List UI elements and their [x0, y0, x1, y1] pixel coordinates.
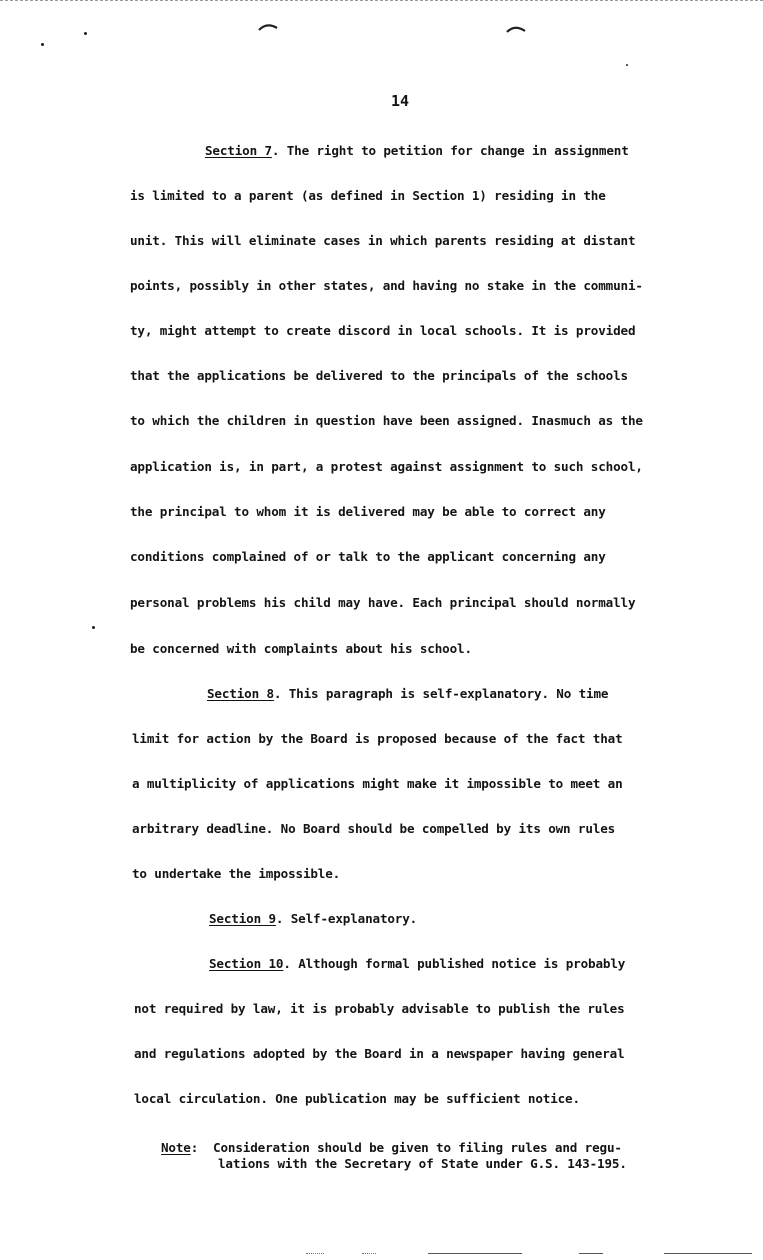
section-8-line-3: a multiplicity of applications might make it impossible to meet an [132, 776, 623, 791]
scan-speck [41, 43, 44, 46]
section-9-heading: Section 9 [209, 911, 276, 926]
section-8-line-1: Section 8. This paragraph is self-explanatory. No time [207, 686, 609, 701]
section-7-line-9: the principal to whom it is delivered may be able to correct any [130, 504, 606, 519]
note-line-1: Note: Consideration should be given to filing rules and regu- [161, 1140, 622, 1155]
section-7-line-6: that the applications be delivered to the principals of the schools [130, 368, 628, 383]
page-number: 14 [391, 92, 410, 110]
section-10-line-2: not required by law, it is probably advisable to publish the rules [134, 1001, 625, 1016]
note-label: Note [161, 1140, 191, 1155]
section-9-line: Section 9. Self-explanatory. [209, 911, 418, 926]
section-7-line-8: application is, in part, a protest against assignment to such school, [130, 459, 643, 474]
binding-mark-right [505, 24, 527, 34]
section-7-line-3: unit. This will eliminate cases in which parents residing at distant [130, 233, 636, 248]
scan-bottom-rule [579, 1253, 603, 1254]
scan-bottom-mark [362, 1253, 376, 1254]
section-7-line-10: conditions complained of or talk to the applicant concerning any [130, 549, 606, 564]
section-7-line-11: personal problems his child may have. Each principal should normally [130, 595, 636, 610]
scan-top-edge [0, 0, 763, 1]
note-text-1: Consideration should be given to filing rules and regu- [213, 1140, 622, 1155]
section-10-line-3: and regulations adopted by the Board in a newspaper having general [134, 1046, 625, 1061]
scan-bottom-rule [664, 1253, 752, 1254]
section-10-heading: Section 10 [209, 956, 284, 971]
section-7-line-5: ty, might attempt to create discord in local schools. It is provided [130, 323, 636, 338]
section-8-line-5: to undertake the impossible. [132, 866, 341, 881]
binding-mark-left [257, 22, 279, 32]
section-8-line-4: arbitrary deadline. No Board should be compelled by its own rules [132, 821, 616, 836]
scan-speck [626, 64, 628, 66]
section-7-line-7: to which the children in question have been assigned. Inasmuch as the [130, 413, 643, 428]
scan-speck [92, 626, 95, 629]
section-8-line-2: limit for action by the Board is proposed because of the fact that [132, 731, 623, 746]
section-7-line-2: is limited to a parent (as defined in Section 1) residing in the [130, 188, 606, 203]
section-10-line-4: local circulation. One publication may be sufficient notice. [134, 1091, 580, 1106]
scan-bottom-mark [306, 1253, 324, 1254]
section-10-line-1: Section 10. Although formal published notice is probably [209, 956, 626, 971]
scan-speck [84, 32, 87, 35]
section-7-line-4: points, possibly in other states, and having no stake in the communi- [130, 278, 643, 293]
section-7-line-1: Section 7. The right to petition for change in assignment [205, 143, 629, 158]
section-8-heading: Section 8 [207, 686, 274, 701]
section-7-heading: Section 7 [205, 143, 272, 158]
note-line-2: lations with the Secretary of State under G.S. 143-195. [218, 1156, 627, 1171]
section-7-line-12: be concerned with complaints about his school. [130, 641, 472, 656]
scan-bottom-rule [428, 1253, 522, 1254]
